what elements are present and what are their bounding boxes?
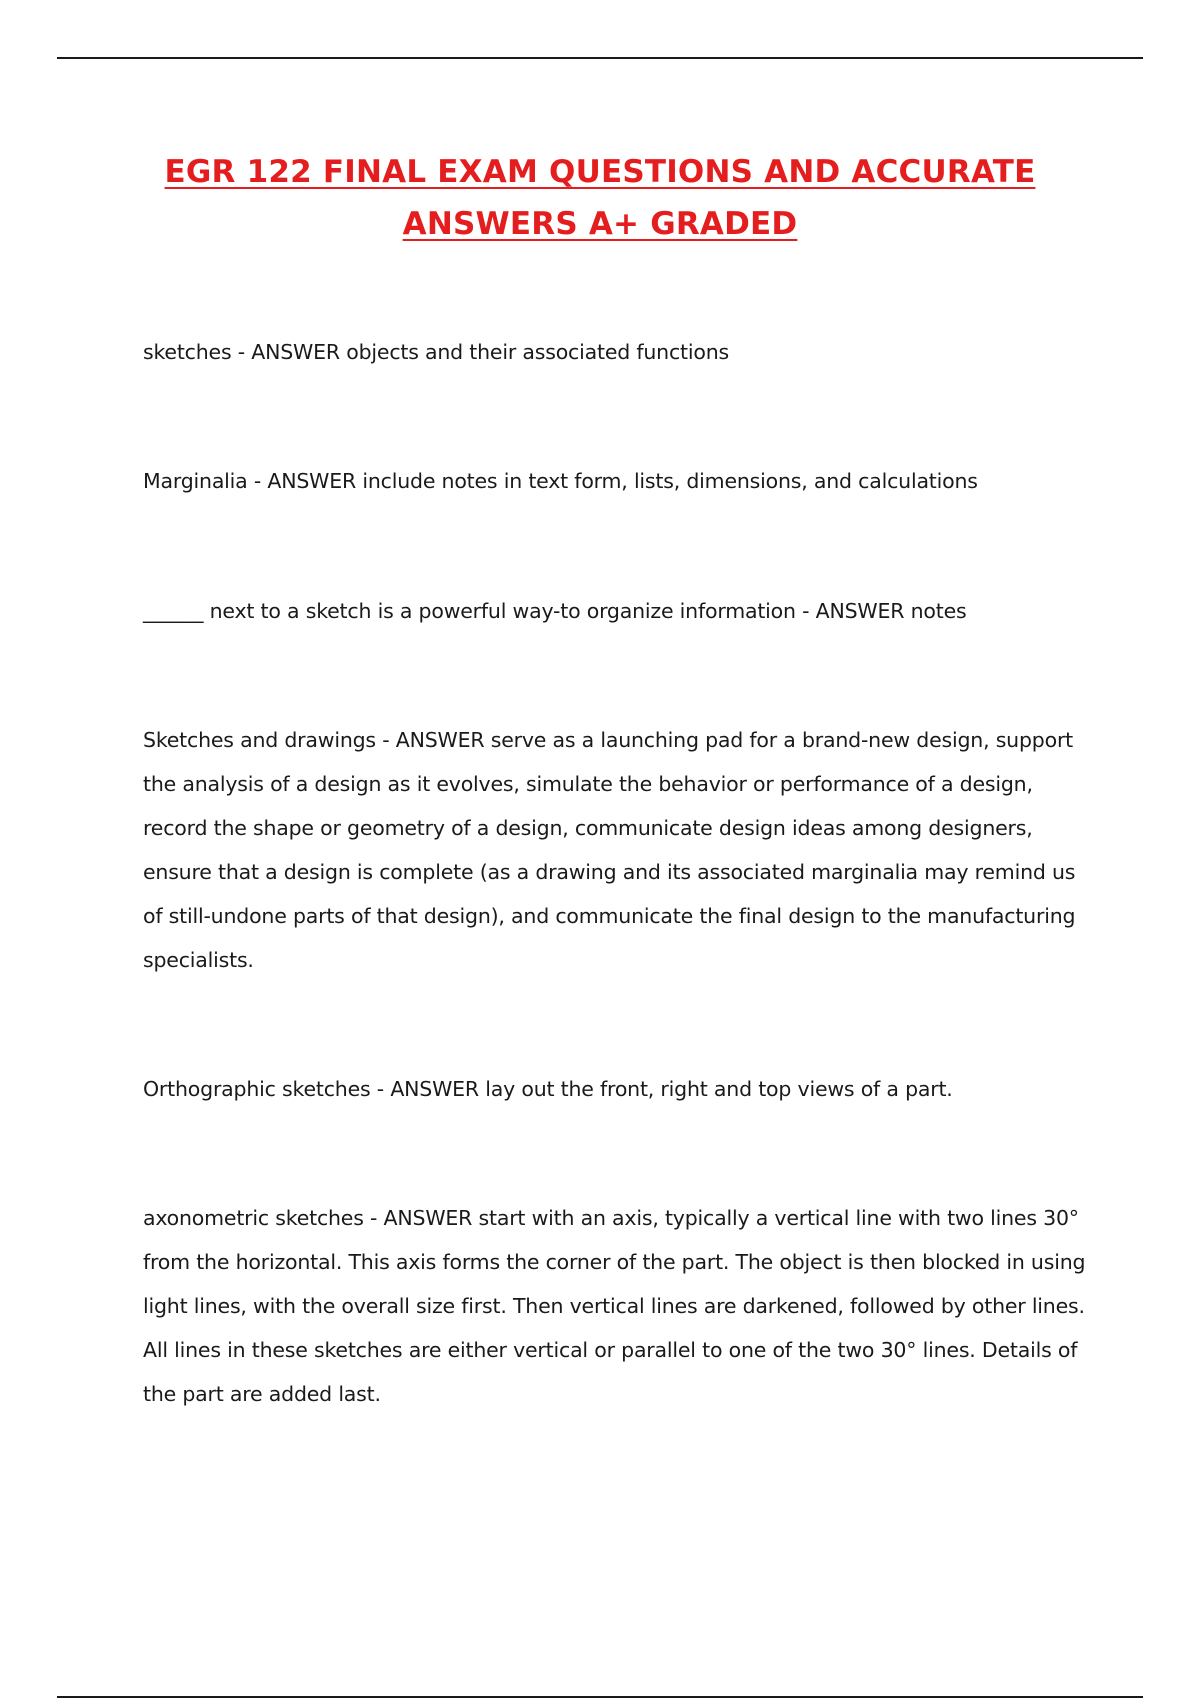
- qa-item: [143, 589, 1093, 633]
- qa-answer-marker: ANSWER: [390, 1077, 479, 1101]
- bottom-rule: [57, 1696, 1143, 1698]
- qa-term: sketches: [143, 340, 232, 364]
- title-line-2: ANSWERS A+ GRADED: [402, 206, 798, 242]
- qa-answer-marker: ANSWER: [395, 728, 485, 752]
- qa-separator: -: [795, 599, 816, 623]
- qa-item: [143, 718, 1093, 982]
- qa-answer: include notes in text form, lists, dimensions, and calculations: [362, 469, 978, 493]
- qa-separator: -: [370, 1077, 391, 1101]
- qa-answer-marker: ANSWER: [267, 469, 357, 493]
- qa-separator: -: [363, 1206, 384, 1230]
- qa-term: Orthographic sketches: [143, 1077, 371, 1101]
- qa-item: [143, 1196, 1093, 1416]
- qa-separator: -: [231, 340, 252, 364]
- qa-term: ______ next to a sketch is a powerful way-to organize information: [143, 599, 796, 623]
- qa-answer: start with an axis, typically a vertical line with two lines 30° from the horizontal. This axis forms the corner of the part. The object is then blocked in using light lines, with the overall size first. Then vertical lines are darkened, followed by other lines. All lines in these sketches are either vertical or parallel to one of the two 30° lines. Details of the part are added last.: [143, 1206, 1086, 1406]
- qa-term: Marginalia: [143, 469, 248, 493]
- qa-answer: serve as a launching pad for a brand-new design, support the analysis of a design as it evolves, simulate the behavior or performance of a design, record the shape or geometry of a design, communicate design ideas among designers, ensure that a design is complete (as a drawing and its associated marginalia may remind us of still-undone parts of that design), and communicate the final design to the manufacturing specialists.: [143, 728, 1076, 972]
- title-line-1: EGR 122 FINAL EXAM QUESTIONS AND ACCURATE: [164, 154, 1036, 190]
- qa-answer-marker: ANSWER: [383, 1206, 473, 1230]
- qa-term: Sketches and drawings: [143, 728, 376, 752]
- qa-answer: lay out the front, right and top views of a part.: [485, 1077, 953, 1101]
- qa-separator: -: [247, 469, 268, 493]
- qa-answer: notes: [910, 599, 967, 623]
- qa-separator: -: [375, 728, 396, 752]
- qa-item: [143, 459, 1093, 503]
- page-title: [100, 146, 1100, 250]
- qa-term: axonometric sketches: [143, 1206, 364, 1230]
- qa-answer-marker: ANSWER: [815, 599, 905, 623]
- qa-item: [143, 330, 1093, 374]
- qa-item: [143, 1067, 1093, 1111]
- qa-answer-marker: ANSWER: [251, 340, 340, 364]
- top-rule: [57, 57, 1143, 59]
- qa-answer: objects and their associated functions: [346, 340, 729, 364]
